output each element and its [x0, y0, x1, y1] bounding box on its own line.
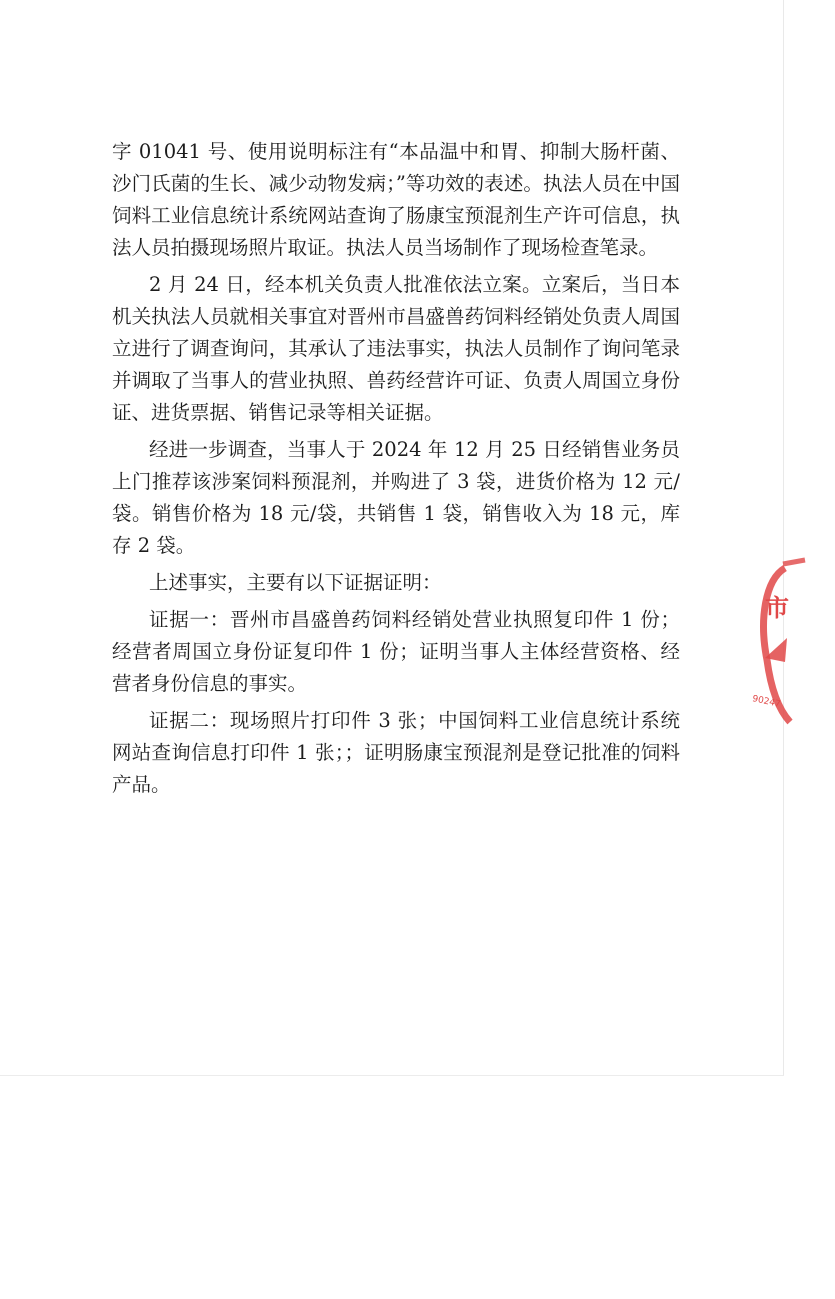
seal-character: 市	[765, 594, 789, 622]
paragraph-4: 上述事实，主要有以下证据证明：	[149, 571, 442, 594]
seal-number: 90247	[751, 694, 782, 710]
paragraph-3: 经进一步调查，当事人于 2024 年 12 月 25 日经销售业务员上门推荐该涉案饲料预混剂，并购进了 3 袋，进货价格为 12 元/袋。销售价格为 18 元/袋，共销售 1 袋，销售收入为 18 元，库存 2 袋。	[112, 438, 680, 557]
paragraph-6: 证据二：现场照片打印件 3 张；中国饲料工业信息统计系统网站查询信息打印件 1 张；；证明肠康宝预混剂是登记批准的饲料产品。	[112, 709, 680, 796]
paragraph-2: 2 月 24 日，经本机关负责人批准依法立案。立案后，当日本机关执法人员就相关事宜对晋州市昌盛兽药饲料经销处负责人周国立进行了调查询问，其承认了违法事实，执法人员制作了询问笔录并调取了当事人的营业执照、兽药经营许可证、负责人周国立身份证、进货票据、销售记录等相关证据。	[112, 273, 680, 424]
document-body	[112, 136, 680, 806]
paragraph-5: 证据一：晋州市昌盛兽药饲料经销处营业执照复印件 1 份；经营者周国立身份证复印件 1 份；证明当事人主体经营资格、经营者身份信息的事实。	[112, 608, 680, 695]
paragraph-1: 字 01041 号、使用说明标注有“本品温中和胃、抑制大肠杆菌、沙门氏菌的生长、减少动物发病；”等功效的表述。执法人员在中国饲料工业信息统计系统网站查询了肠康宝预混剂生产许可信息，执法人员拍摄现场照片取证。执法人员当场制作了现场检查笔录。	[112, 140, 680, 259]
